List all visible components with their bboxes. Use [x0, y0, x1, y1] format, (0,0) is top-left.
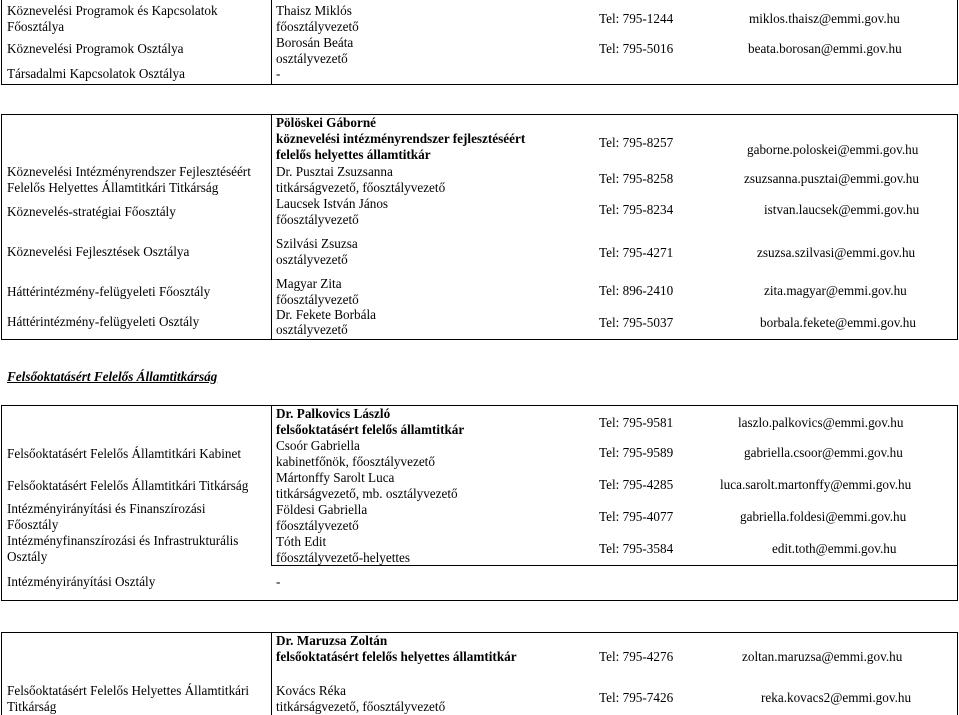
- person-name: Csoór Gabriella: [276, 438, 360, 453]
- unit-name: Társadalmi Kapcsolatok Osztálya: [7, 66, 185, 81]
- unit-name: Köznevelési Programok Osztálya: [7, 41, 184, 56]
- phone-number: Tel: 795-9589: [599, 445, 674, 460]
- email-link[interactable]: borbala.fekete@emmi.gov.hu: [760, 315, 916, 330]
- unit-name: Köznevelési Intézményrendszer Fejlesztéséért: [7, 164, 251, 179]
- phone-number: Tel: 795-1244: [599, 11, 674, 26]
- phone-number: Tel: 795-5016: [599, 41, 674, 56]
- divider: [271, 0, 272, 84]
- email-link[interactable]: gabriella.csoor@emmi.gov.hu: [744, 445, 903, 460]
- divider: [271, 405, 272, 565]
- person-name: Magyar Zita: [276, 276, 342, 291]
- person-name: Dr. Fekete Borbála: [276, 307, 376, 322]
- divider: [957, 0, 958, 84]
- divider: [957, 114, 958, 339]
- person-name: Borosán Beáta: [276, 35, 354, 50]
- divider: [1, 84, 958, 85]
- phone-number: Tel: 795-4285: [599, 477, 674, 492]
- email-link[interactable]: gabriella.foldesi@emmi.gov.hu: [740, 509, 907, 524]
- unit-name: Háttérintézmény-felügyeleti Főosztály: [7, 284, 211, 299]
- email-link[interactable]: reka.kovacs2@emmi.gov.hu: [761, 690, 912, 705]
- email-link[interactable]: edit.toth@emmi.gov.hu: [772, 541, 897, 556]
- divider: [1, 405, 2, 600]
- phone-number: Tel: 795-8258: [599, 171, 674, 186]
- divider: [1, 632, 958, 633]
- divider: [271, 114, 272, 339]
- person-name: Kovács Réka: [276, 683, 346, 698]
- email-link[interactable]: zita.magyar@emmi.gov.hu: [764, 283, 907, 298]
- phone-number: Tel: 795-7426: [599, 690, 674, 705]
- section-title: Felsőoktatásért Felelős Államtitkárság: [7, 369, 218, 384]
- person-role: főosztályvezető: [276, 518, 359, 533]
- unit-name: Osztály: [7, 549, 48, 564]
- person-role: köznevelési intézményrendszer fejlesztéséért: [276, 131, 526, 146]
- person-role: titkárságvezető, főosztályvezető: [276, 699, 446, 714]
- divider: [957, 405, 958, 600]
- person-name: Mártonffy Sarolt Luca: [276, 470, 395, 485]
- phone-number: Tel: 795-5037: [599, 315, 674, 330]
- unit-name: Intézményfinanszírozási és Infrastrukturális: [7, 533, 239, 548]
- person-name: Tóth Edit: [276, 534, 327, 549]
- unit-name: Intézményirányítási Osztály: [7, 574, 156, 589]
- divider: [1, 405, 958, 406]
- divider: [271, 632, 272, 715]
- unit-name: Felsőoktatásért Felelős Államtitkári Titkárság: [7, 478, 249, 493]
- person-name: Thaisz Miklós: [276, 3, 352, 18]
- unit-name: Köznevelési Fejlesztések Osztálya: [7, 244, 190, 259]
- unit-name: Háttérintézmény-felügyeleti Osztály: [7, 314, 200, 329]
- person-role: titkárságvezető, mb. osztályvezető: [276, 486, 458, 501]
- divider: [1, 339, 958, 340]
- divider: [1, 600, 958, 601]
- unit-name: Főosztály: [7, 517, 59, 532]
- phone-number: Tel: 795-8234: [599, 202, 674, 217]
- divider: [1, 0, 2, 84]
- divider: [271, 565, 958, 566]
- person-name: Dr. Palkovics László: [276, 406, 391, 421]
- dash: -: [276, 66, 281, 81]
- unit-name: Főosztálya: [7, 19, 65, 34]
- person-name: Földesi Gabriella: [276, 502, 368, 517]
- email-link[interactable]: gaborne.poloskei@emmi.gov.hu: [747, 142, 919, 157]
- email-link[interactable]: zoltan.maruzsa@emmi.gov.hu: [742, 649, 903, 664]
- person-role: főosztályvezető: [276, 292, 359, 307]
- email-link[interactable]: istvan.laucsek@emmi.gov.hu: [764, 202, 920, 217]
- phone-number: Tel: 795-3584: [599, 541, 674, 556]
- divider: [1, 632, 2, 715]
- unit-name: Titkárság: [7, 699, 57, 714]
- phone-number: Tel: 795-4077: [599, 509, 674, 524]
- person-role: főosztályvezető: [276, 212, 359, 227]
- email-link[interactable]: miklos.thaisz@emmi.gov.hu: [749, 11, 900, 26]
- person-role: osztályvezető: [276, 322, 348, 337]
- unit-name: Köznevelés-stratégiai Főosztály: [7, 204, 176, 219]
- email-link[interactable]: zsuzsanna.pusztai@emmi.gov.hu: [744, 171, 919, 186]
- unit-name: Felelős Helyettes Államtitkári Titkárság: [7, 180, 219, 195]
- divider: [1, 114, 958, 115]
- divider: [957, 632, 958, 715]
- email-link[interactable]: zsuzsa.szilvasi@emmi.gov.hu: [757, 245, 916, 260]
- phone-number: Tel: 795-9581: [599, 415, 674, 430]
- unit-name: Köznevelési Programok és Kapcsolatok: [7, 3, 218, 18]
- phone-number: Tel: 795-4271: [599, 245, 674, 260]
- phone-number: Tel: 896-2410: [599, 283, 674, 298]
- person-name: Laucsek István János: [276, 196, 389, 211]
- person-role: osztályvezető: [276, 252, 348, 267]
- unit-name: Intézményirányítási és Finanszírozási: [7, 501, 206, 516]
- person-role: kabinetfőnök, főosztályvezető: [276, 454, 435, 469]
- person-role: felelős helyettes államtitkár: [276, 147, 431, 162]
- dash: -: [276, 574, 281, 589]
- email-link[interactable]: laszlo.palkovics@emmi.gov.hu: [738, 415, 904, 430]
- person-name: Dr. Maruzsa Zoltán: [276, 633, 388, 648]
- email-link[interactable]: beata.borosan@emmi.gov.hu: [748, 41, 902, 56]
- person-role: felsőoktatásért felelős államtitkár: [276, 422, 465, 437]
- person-role: titkárságvezető, főosztályvezető: [276, 180, 446, 195]
- person-role: felsőoktatásért felelős helyettes államtitkár: [276, 649, 517, 664]
- email-link[interactable]: luca.sarolt.martonffy@emmi.gov.hu: [720, 477, 912, 492]
- person-name: Pölöskei Gáborné: [276, 115, 377, 130]
- unit-name: Felsőoktatásért Felelős Államtitkári Kabinet: [7, 446, 242, 461]
- person-name: Dr. Pusztai Zsuzsanna: [276, 164, 393, 179]
- person-role: főosztályvezető: [276, 19, 359, 34]
- person-name: Szilvási Zsuzsa: [276, 236, 358, 251]
- divider: [1, 114, 2, 339]
- phone-number: Tel: 795-8257: [599, 135, 674, 150]
- unit-name: Felsőoktatásért Felelős Helyettes Államtitkári: [7, 683, 250, 698]
- person-role: főosztályvezető-helyettes: [276, 550, 411, 565]
- person-role: osztályvezető: [276, 51, 348, 66]
- phone-number: Tel: 795-4276: [599, 649, 674, 664]
